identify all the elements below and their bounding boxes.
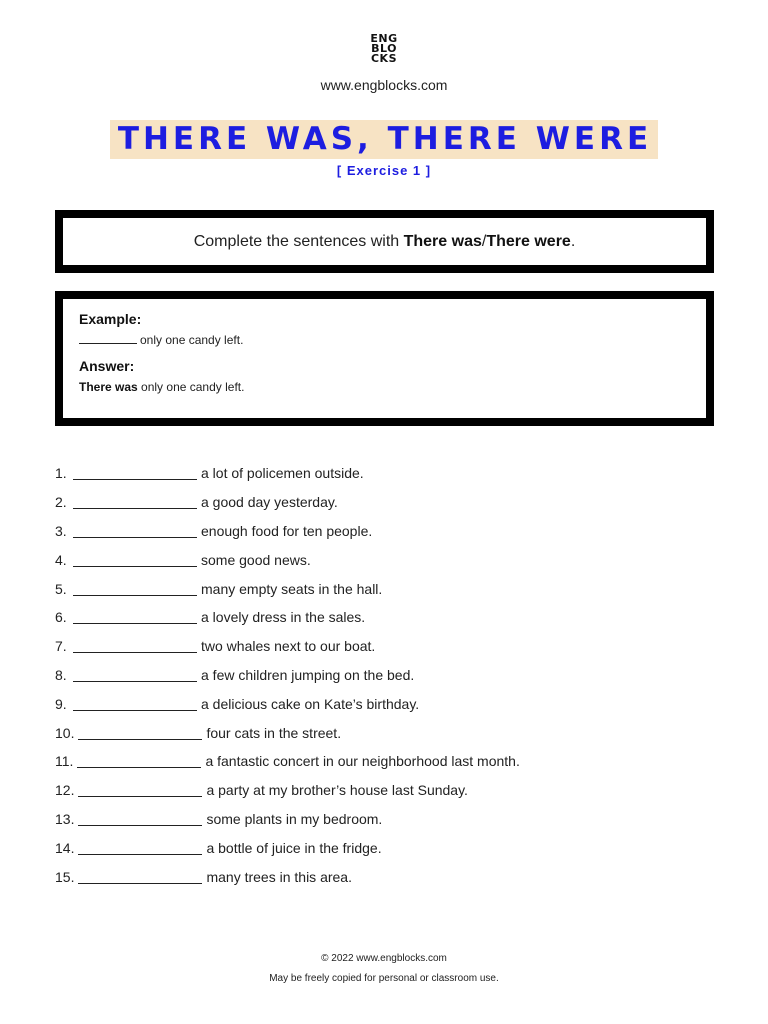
exercise-text: two whales next to our boat. — [201, 638, 376, 655]
answer-blank[interactable] — [73, 466, 197, 480]
logo-line: CKS — [370, 52, 398, 65]
exercise-text: a party at my brother’s house last Sunday. — [206, 782, 468, 799]
answer-text: only one candy left. — [141, 380, 245, 394]
answer-blank[interactable] — [73, 495, 197, 509]
exercise-text: a few children jumping on the bed. — [201, 666, 415, 683]
engblocks-logo — [0, 34, 768, 64]
exercise-item — [55, 833, 715, 862]
example-box — [55, 291, 714, 426]
example-blank — [79, 343, 137, 344]
exercise-number: 4. — [55, 551, 67, 568]
exercise-text: a delicious cake on Kate’s birthday. — [201, 695, 420, 712]
exercise-item — [55, 718, 715, 747]
exercise-text: some good news. — [201, 551, 311, 568]
exercise-number: 6. — [55, 609, 67, 626]
exercise-item — [55, 661, 715, 690]
exercise-text: enough food for ten people. — [201, 522, 373, 539]
answer-blank[interactable] — [77, 754, 201, 768]
exercise-number: 11. — [55, 753, 74, 770]
example-text: only one candy left. — [140, 333, 244, 347]
instruction-prefix: Complete the sentences with — [193, 232, 404, 250]
exercise-item — [55, 517, 715, 546]
answer-blank[interactable] — [78, 783, 202, 797]
footer-note: May be freely copied for personal or classroom use. — [269, 973, 499, 984]
exercise-number: 7. — [55, 638, 67, 655]
logo-line: ENG — [370, 32, 398, 45]
footer-copyright: © 2022 www.engblocks.com — [321, 953, 447, 964]
exercise-item — [55, 747, 715, 776]
answer-label: Answer: — [79, 358, 135, 374]
exercise-item — [55, 689, 715, 718]
exercise-item — [55, 488, 715, 517]
exercise-text: a bottle of juice in the fridge. — [206, 839, 382, 856]
exercise-number: 1. — [55, 465, 67, 482]
answer-sentence — [79, 380, 690, 394]
answer-blank[interactable] — [73, 697, 197, 711]
exercise-item — [55, 632, 715, 661]
answer-bold: There was — [79, 380, 138, 394]
exercise-number: 14. — [55, 839, 75, 856]
instruction-box — [55, 210, 714, 273]
exercise-number: 12. — [55, 782, 75, 799]
answer-blank[interactable] — [78, 841, 202, 855]
exercise-item — [55, 574, 715, 603]
exercise-text: four cats in the street. — [206, 724, 342, 741]
instruction-slash: / — [481, 232, 487, 250]
exercise-item — [55, 862, 715, 891]
answer-blank[interactable] — [78, 812, 202, 826]
answer-blank[interactable] — [73, 668, 197, 682]
exercise-number: 2. — [55, 494, 67, 511]
answer-blank[interactable] — [73, 610, 197, 624]
answer-blank[interactable] — [73, 524, 197, 538]
exercise-number: 9. — [55, 695, 67, 712]
exercise-text: a lovely dress in the sales. — [201, 609, 366, 626]
exercise-item — [55, 603, 715, 632]
answer-blank[interactable] — [78, 870, 202, 884]
exercise-text: a good day yesterday. — [201, 494, 338, 511]
answer-blank[interactable] — [73, 582, 197, 596]
instruction-suffix: . — [570, 232, 576, 250]
exercise-text: a lot of policemen outside. — [201, 465, 364, 482]
exercise-number: 13. — [55, 810, 75, 827]
logo-line: BLO — [371, 42, 397, 55]
answer-blank[interactable] — [73, 639, 197, 653]
exercise-subtitle: [ Exercise 1 ] — [336, 163, 432, 178]
exercise-number: 10. — [55, 724, 75, 741]
site-url: www.engblocks.com — [320, 77, 448, 93]
exercise-number: 3. — [55, 522, 67, 539]
instruction-text — [194, 233, 576, 251]
exercise-number: 8. — [55, 666, 67, 683]
example-sentence — [79, 333, 690, 347]
exercise-text: some plants in my bedroom. — [206, 810, 383, 827]
exercise-number: 5. — [55, 580, 67, 597]
instruction-bold-there-was: There was — [403, 232, 482, 250]
instruction-bold-there-were: There were — [486, 232, 571, 250]
exercise-text: a fantastic concert in our neighborhood last month. — [205, 753, 520, 770]
answer-blank[interactable] — [73, 553, 197, 567]
exercise-item — [55, 776, 715, 805]
example-label: Example: — [79, 311, 142, 327]
exercise-item — [55, 805, 715, 834]
exercise-number: 15. — [55, 868, 75, 885]
exercise-text: many empty seats in the hall. — [201, 580, 383, 597]
title-wrap — [0, 120, 768, 159]
page-title: THERE WAS, THERE WERE — [110, 120, 658, 159]
exercise-list — [55, 459, 715, 891]
exercise-item — [55, 459, 715, 488]
answer-blank[interactable] — [78, 726, 202, 740]
exercise-text: many trees in this area. — [206, 868, 352, 885]
exercise-item — [55, 545, 715, 574]
